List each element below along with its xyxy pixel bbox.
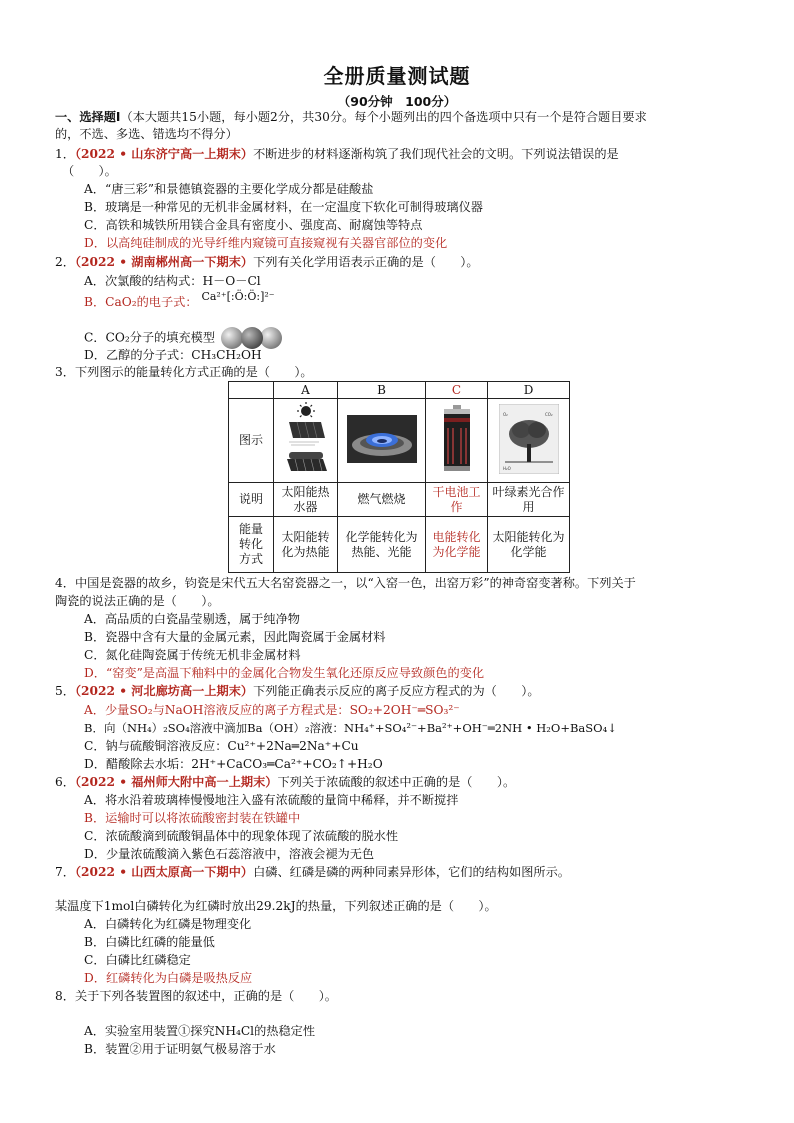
q5-option-b: B．向（NH₄）₂SO₄溶液中滴加Ba（OH）₂溶液：NH₄⁺+SO₄²⁻+Ba²⁺+OH⁻═2NH • H₂O+BaSO₄↓ — [84, 721, 617, 735]
q7-stem-2: 某温度下1mol白磷转化为红磷时放出29.2kJ的热量，下列叙述正确的是（ ）。 — [55, 899, 497, 913]
pic-b-cell — [338, 399, 426, 483]
table-header-a: A — [274, 382, 338, 399]
q1-stem: 不断进步的材料逐渐构筑了我们现代社会的文明。下列说法错误的是 — [253, 147, 619, 161]
q2-stem-line — [55, 254, 479, 271]
q1-option-a: A．“唐三彩”和景德镇瓷器的主要化学成分都是硅酸盐 — [84, 182, 374, 196]
q2-option-a: A．次氯酸的结构式：H－O－Cl — [84, 274, 261, 288]
q7-source: （2022 • 山西太原高一下期中） — [74, 865, 254, 879]
row-label-picture: 图示 — [229, 399, 274, 483]
pic-a-cell — [274, 399, 338, 483]
q1-source: （2022 • 山东济宁高一上期末） — [74, 147, 254, 161]
q2-stem: 下列有关化学用语表示正确的是（ ）。 — [253, 255, 479, 269]
q4-option-a: A．高品质的白瓷晶莹剔透，属于纯净物 — [84, 612, 300, 626]
q2-num: 2． — [55, 255, 75, 269]
q1-num: 1． — [55, 147, 75, 161]
q6-source: （2022 • 福州师大附中高一上期末） — [74, 775, 278, 789]
solar-heater-icon — [283, 402, 329, 476]
section-heading: 一、选择题Ⅰ — [55, 110, 121, 124]
energy-a: 太阳能转化为热能 — [274, 517, 338, 573]
q4-option-c: C．氮化硅陶瓷属于传统无机非金属材料 — [84, 648, 301, 662]
q5-option-c: C．钠与硫酸铜溶液反应：Cu²⁺+2Na═2Na⁺+Cu — [84, 739, 359, 753]
q7-stem-line — [55, 864, 570, 881]
q1-paren: （ ）。 — [62, 164, 117, 178]
q7-option-b: B．白磷比红磷的能量低 — [84, 935, 215, 949]
q3-stem: 3．下列图示的能量转化方式正确的是（ ）。 — [55, 365, 313, 379]
energy-c: 电能转化为化学能 — [426, 517, 488, 573]
table-header-d: D — [488, 382, 570, 399]
table-header-blank — [229, 382, 274, 399]
q7-option-a: A．白磷转化为红磷是物理变化 — [84, 917, 252, 931]
q4-option-d: D．“窑变”是高温下釉料中的金属化合物发生氧化还原反应导致颜色的变化 — [84, 666, 485, 680]
energy-b: 化学能转化为热能、光能 — [338, 517, 426, 573]
q7-option-c: C．白磷比红磷稳定 — [84, 953, 191, 967]
row-label-energy: 能量转化方式 — [229, 517, 274, 573]
svg-text:CO₂: CO₂ — [544, 411, 553, 417]
q7-num: 7． — [55, 865, 75, 879]
q6-option-d: D．少量浓硫酸滴入紫色石蕊溶液中，溶液会褪为无色 — [84, 847, 375, 861]
desc-d: 叶绿素光合作用 — [488, 483, 570, 517]
section-heading-line — [55, 109, 647, 126]
q6-option-c: C．浓硫酸滴到硫酸铜晶体中的现象体现了浓硫酸的脱水性 — [84, 829, 399, 843]
svg-text:O₂: O₂ — [502, 411, 508, 417]
q7-option-d: D．红磷转化为白磷是吸热反应 — [84, 971, 253, 985]
q1-option-c: C．高铁和城铁所用镁合金具有密度小、强度高、耐腐蚀等特点 — [84, 218, 423, 232]
row-label-desc: 说明 — [229, 483, 274, 517]
q2-option-b: B．CaO₂的电子式： — [84, 295, 198, 309]
q2-option-d: D．乙醇的分子式：CH₃CH₂OH — [84, 348, 262, 362]
cao2-electron-formula: Ca²⁺[:Ö:Ö:]²⁻ — [201, 290, 275, 303]
table-header-c: C — [426, 382, 488, 399]
energy-d: 太阳能转化为化学能 — [488, 517, 570, 573]
q5-stem: 下列能正确表示反应的离子反应方程式的为（ ）。 — [253, 684, 540, 698]
q2-source: （2022 • 湖南郴州高一下期末） — [74, 255, 254, 269]
q5-option-a: A．少量SO₂与NaOH溶液反应的离子方程式是：SO₂+2OH⁻═SO₃²⁻ — [84, 703, 460, 717]
page-subtitle: （90分钟 100分） — [337, 94, 457, 109]
q8-stem: 8．关于下列各装置图的叙述中，正确的是（ ）。 — [55, 989, 337, 1003]
desc-a: 太阳能热水器 — [274, 483, 338, 517]
svg-text:H₂O: H₂O — [502, 465, 511, 471]
q4-stem-1: 4．中国是瓷器的故乡，钧瓷是宋代五大名窑瓷器之一，以“入窑一色，出窑万彩”的神奇窑变著称。下列关于 — [55, 576, 636, 590]
q5-option-d: D．醋酸除去水垢：2H⁺+CaCO₃═Ca²⁺+CO₂↑+H₂O — [84, 757, 383, 771]
section-desc-2: 的，不选、多选、错选均不得分） — [55, 127, 238, 141]
q6-stem: 下列关于浓硫酸的叙述中正确的是（ ）。 — [277, 775, 516, 789]
dry-battery-icon — [442, 404, 472, 474]
desc-b: 燃气燃烧 — [338, 483, 426, 517]
tree-photosynthesis-icon — [499, 404, 559, 474]
q8-option-b: B．装置②用于证明氨气极易溶于水 — [84, 1042, 276, 1056]
pic-d-cell — [488, 399, 570, 483]
section-desc-1: （本大题共15小题，每小题2分，共30分。每个小题列出的四个备选项中只有一个是符合题目要求 — [120, 110, 647, 124]
q1-option-d: D．以高纯硅制成的光导纤维内窥镜可直接窥视有关器官部位的变化 — [84, 236, 448, 250]
pic-c-cell — [426, 399, 488, 483]
page-title: 全册质量测试题 — [323, 64, 471, 88]
q4-stem-2: 陶瓷的说法正确的是（ ）。 — [55, 594, 220, 608]
q1-stem-line — [55, 146, 619, 163]
energy-conversion-table — [228, 381, 570, 573]
q6-num: 6． — [55, 775, 75, 789]
q2-option-c: C．CO₂分子的填充模型 — [84, 330, 216, 345]
q1-option-b: B．玻璃是一种常见的无机非金属材料，在一定温度下软化可制得玻璃仪器 — [84, 200, 483, 214]
desc-c: 干电池工作 — [426, 483, 488, 517]
q7-stem: 白磷、红磷是磷的两种同素异形体，它们的结构如图所示。 — [253, 865, 570, 879]
q6-option-b: B．运输时可以将浓硫酸密封装在铁罐中 — [84, 811, 301, 825]
q8-option-a: A．实验室用装置①探究NH₄Cl的热稳定性 — [84, 1024, 316, 1038]
q5-stem-line — [55, 683, 540, 700]
q5-num: 5． — [55, 684, 75, 698]
q6-option-a: A．将水沿着玻璃棒慢慢地注入盛有浓硫酸的量筒中稀释，并不断搅拌 — [84, 793, 459, 807]
table-header-b: B — [338, 382, 426, 399]
q2-option-b-line — [84, 290, 275, 311]
q6-stem-line — [55, 774, 515, 791]
q5-source: （2022 • 河北廊坊高一上期末） — [74, 684, 254, 698]
gas-burner-icon — [347, 415, 417, 463]
q4-option-b: B．瓷器中含有大量的金属元素，因此陶瓷属于金属材料 — [84, 630, 386, 644]
